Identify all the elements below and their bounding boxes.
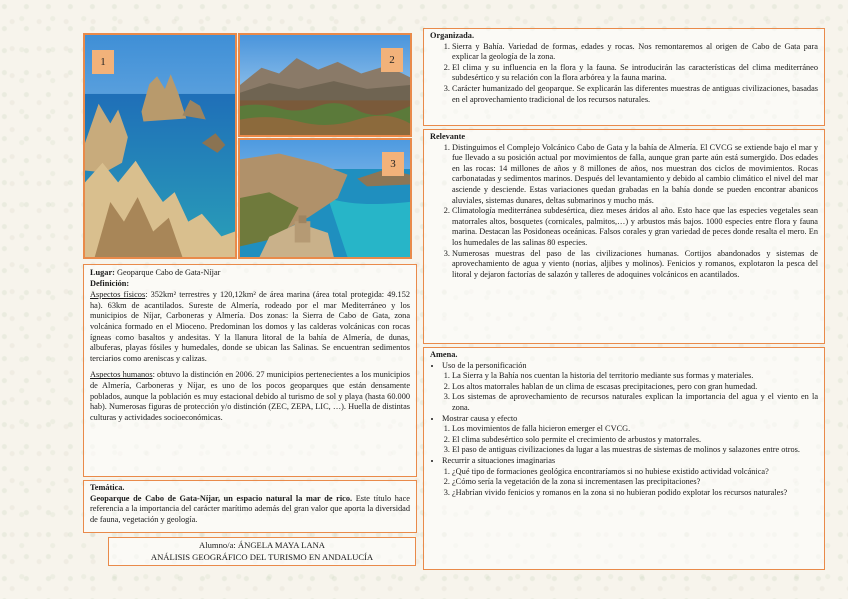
relevante-item: 1. Distinguimos el Complejo Volcánico Cabo de Gata y la bahía de Almería. El CVCG se extiende bajo el mar y fue llevado a su posición actual por movimientos de falla, aunque gran parte aún está sumergido. Dos edades en las rocas: 14 millones de años y 8 millones de años, nos muestran dos ciclos de movimientos. Rocas carbonatadas y sedimentos marinos. Después del levantamiento y debido al cambio climático el nivel del mar asciende y desciende. Estas variaciones quedan grabadas en la bahía donde se pueden encontrar abanicos aluviales, sistemas dunares, deltas submarinos y mucho más. (452, 143, 818, 207)
organizada-item: 1. Sierra y Bahía. Variedad de formas, edades y rocas. Nos remontaremos al origen de Cabo de Gata para explicar la geología de la zona. (452, 42, 818, 63)
amena-list-causa-efecto (430, 424, 818, 456)
organizada-item: 2. El clima y su influencia en la flora y la fauna. Se introducirán las características del clima mediterráneo subdesértico y su relación con la flora arbórea y la fauna marina. (452, 63, 818, 84)
lugar-value: Geoparque Cabo de Gata-Níjar (116, 268, 221, 277)
course-title: ANÁLISIS GEOGRÁFICO DEL TURISMO EN ANDALUCÍA (150, 551, 374, 562)
amena-list-personificacion (430, 371, 818, 413)
relevante-list (430, 143, 818, 281)
amena-group-title: • Mostrar causa y efecto (442, 414, 818, 425)
tematica-label: Temática. (90, 483, 125, 492)
photo-label-3: 3 (382, 152, 404, 176)
photo-label-2: 2 (381, 48, 403, 72)
amena-group-title: • Uso de la personificación (442, 361, 818, 372)
amena-item: 3. El paso de antiguas civilizaciones da lugar a las muestras de sistemas de molinos y salazones entre otros. (452, 445, 818, 456)
amena-item: 3. Los sistemas de aprovechamiento de recursos naturales explican la importancia del agua y el viento en la zona. (452, 392, 818, 413)
aspectos-humanos-text: : obtuvo la distinción en 2006. 27 municipios pertenecientes a los municipios de Almería, Carboneras y Níjar, es uno de los pocos geoparques que están densamente poblados, aunque la población es muy estacional debido al turismo de sol y playa (hasta 60.000 hab). Numerosas figuras de protección y/o distinción (ZEC, ZEPA, LIC, …). Huella de distintas culturas y actividades socioeconómicas. (90, 370, 410, 422)
lugar-line (90, 268, 410, 279)
amena-item: 1. La Sierra y la Bahía nos cuentan la historia del territorio mediante sus formas y materiales. (452, 371, 818, 382)
aspectos-humanos (90, 370, 410, 423)
relevante-label: Relevante (430, 132, 466, 141)
amena-item: 1. ¿Qué tipo de formaciones geológica encontraríamos si no hubiese existido actividad volcánica? (452, 467, 818, 478)
amena-group-causa-efecto (430, 414, 818, 425)
amena-group-imaginarias (430, 456, 818, 467)
amena-label: Amena. (430, 350, 458, 359)
relevante-box (423, 129, 825, 344)
organizada-box (423, 28, 825, 126)
aspectos-fisicos-label: Aspectos físicos (90, 290, 146, 300)
amena-item: 2. Los altos matorrales hablan de un clima de escasas precipitaciones, pero con gran humedad. (452, 382, 818, 393)
tematica-body (90, 494, 410, 526)
amena-item: 2. ¿Cómo sería la vegetación de la zona si incrementasen las precipitaciones? (452, 477, 818, 488)
amena-item: 1. Los movimientos de falla hicieron emerger el CVCG. (452, 424, 818, 435)
amena-item: 2. El clima subdesértico solo permite el crecimiento de arbustos y matorrales. (452, 435, 818, 446)
lugar-label: Lugar: (90, 268, 115, 277)
aspectos-humanos-label: Aspectos humanos (90, 370, 153, 380)
amena-item: 3. ¿Habrían vivido fenicios y romanos en la zona si no hubieran podido explotar los recursos naturales? (452, 488, 818, 499)
organizada-item: 3. Carácter humanizado del geoparque. Se explicarán las diferentes muestras de antiguas civilizaciones, basadas en el aprovechamiento tradicional de los recursos naturales. (452, 84, 818, 105)
aspectos-fisicos-text: : 352km² terrestres y 120,12km² de área marina (área total protegida: 49.152 ha). 63km de acantilados. Sureste de Almería, rodeado por el mar Mediterráneo y los municipios de Níjar, Carboneras y Almería. Dos zonas: la Sierra de Cabo de Gata, zona volcánica formado en el Mioceno. Predominan los domos y las calderas volcánicas con rocas ígneas como basaltos y andesitas. Y la llanura litoral de la bahía de Almería, de dunas, albuferas, playas fósiles y humedales, donde se ubican las Salinas. Se encuentran sedimentos terciarios como areniscas y calizas. (90, 290, 410, 363)
relevante-item: 2. Climatología mediterránea subdesértica, diez meses áridos al año. Esto hace que las especies vegetales sean matorrales altos, bosquetes (cornicales, palmitos,…) y arbustos más bajos. 1000 especies entre flora y fauna marina. Destacan las Posidoneas oceánicas. Falsos corales y gran variedad de peces donde resalta el mero. En los humedales de las salinas 80 especies. (452, 206, 818, 248)
tematica-box (83, 480, 417, 533)
amena-list-imaginarias (430, 467, 818, 499)
relevante-item: 3. Numerosas muestras del paso de las civilizaciones humanas. Cortijos abandonados y sistemas de aprovechamiento de agua y viento (norias, aljibes y molinos). Fenicios y romanos, explotaron la pesca del litoral y dejaron factorías de salazón y talleres de adoquines volcánicos en acantilados. (452, 249, 818, 281)
author-name: Alumno/a: ÁNGELA MAYA LANA (199, 540, 325, 550)
author-box (108, 537, 416, 566)
organizada-list (430, 42, 818, 106)
tematica-text: Este título hace referencia a la importancia del carácter marítimo además del gran valor que aporta la diversidad de fauna, vegetación y geología. (90, 493, 410, 524)
amena-group-personificacion (430, 361, 818, 372)
tematica-title: Geoparque de Cabo de Gata-Níjar, un espacio natural la mar de rico. (90, 493, 353, 503)
photo-label-1: 1 (92, 50, 114, 74)
definition-box (83, 264, 417, 477)
organizada-label: Organizada. (430, 31, 475, 40)
amena-box (423, 347, 825, 570)
aspectos-fisicos (90, 290, 410, 364)
amena-group-title: • Recurrir a situaciones imaginarias (442, 456, 818, 467)
definicion-label: Definición: (90, 278, 130, 288)
